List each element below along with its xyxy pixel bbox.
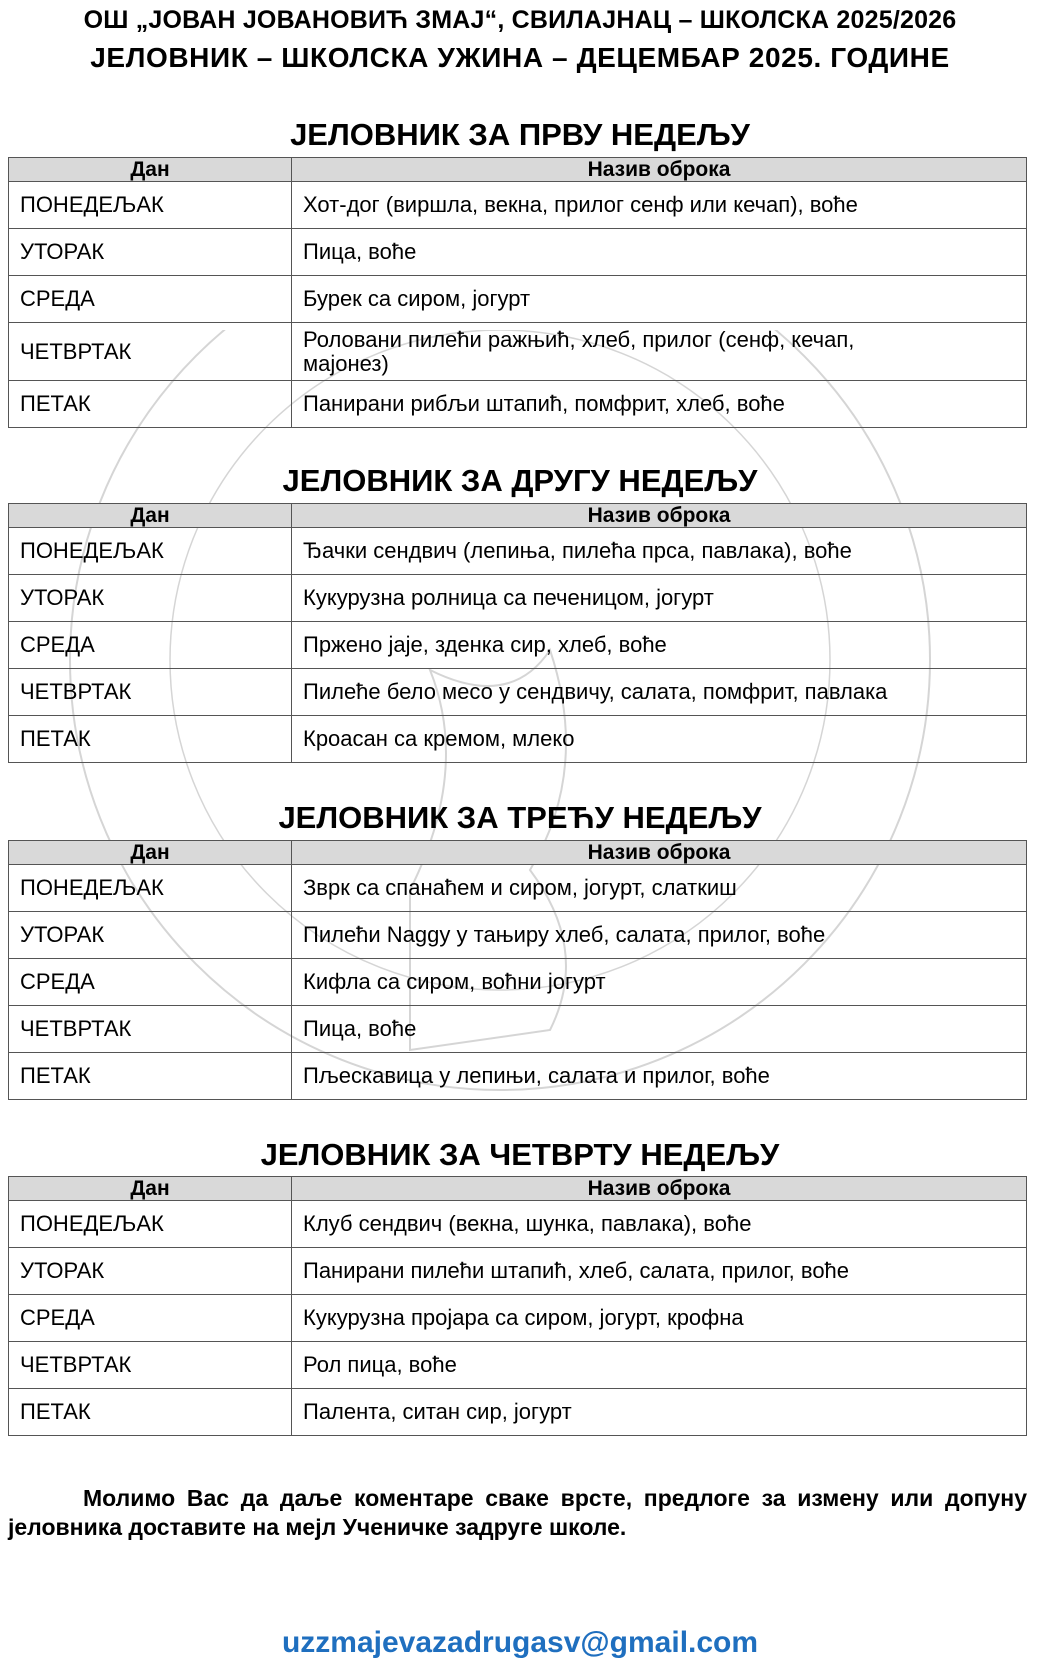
table-row [9,622,1027,669]
day-cell: УТОРАК [9,912,292,959]
column-header-meal: Назив оброка [292,841,1027,865]
table-row [9,1342,1027,1389]
day-cell: ПОНЕДЕЉАК [9,528,292,575]
meal-cell: Панирани пилећи штапић, хлеб, салата, прилог, воће [292,1248,1027,1295]
meal-cell: Роловани пилећи ражњић, хлеб, прилог (сенф, кечап, мајонез) [292,323,1027,381]
week-2-title: ЈЕЛОВНИК ЗА ДРУГУ НЕДЕЉУ [282,463,758,498]
meal-cell: Пица, воће [292,1006,1027,1053]
table-row [9,1295,1027,1342]
meal-cell: Хот-дог (виршла, векна, прилог сенф или кечап), воће [292,182,1027,229]
day-cell: УТОРАК [9,1248,292,1295]
column-header-day: Дан [9,158,292,182]
day-cell: ЧЕТВРТАК [9,1342,292,1389]
meal-cell: Пљескавица у лепињи, салата и прилог, воће [292,1053,1027,1100]
table-row [9,1053,1027,1100]
day-cell: ЧЕТВРТАК [9,1006,292,1053]
column-header-day: Дан [9,504,292,528]
table-header-row [9,841,1027,865]
table-row [9,1389,1027,1436]
day-cell: ЧЕТВРТАК [9,669,292,716]
table-row [9,1006,1027,1053]
week-3-table [8,840,1027,1100]
school-title: ОШ „ЈОВАН ЈОВАНОВИЋ ЗМАЈ“, СВИЛАЈНАЦ – ШКОЛСКА 2025/2026 [83,6,957,34]
meal-cell: Бурек са сиром, јогурт [292,276,1027,323]
meal-cell: Панирани рибљи штапић, помфрит, хлеб, воће [292,381,1027,428]
table-row [9,381,1027,428]
document-title: ЈЕЛОВНИК – ШКОЛСКА УЖИНА – ДЕЦЕМБАР 2025. ГОДИНЕ [90,42,950,73]
week-1-table [8,157,1027,428]
day-cell: ПЕТАК [9,381,292,428]
meal-cell: Палента, ситан сир, јогурт [292,1389,1027,1436]
table-row [9,716,1027,763]
meal-cell: Пилеће бело месо у сендвичу, салата, помфрит, павлака [292,669,1027,716]
table-row [9,323,1027,381]
table-row [9,865,1027,912]
week-3-title: ЈЕЛОВНИК ЗА ТРЕЋУ НЕДЕЉУ [278,800,762,835]
table-row [9,575,1027,622]
day-cell: ПОНЕДЕЉАК [9,1201,292,1248]
footer-note: Молимо Вас да даље коментаре сваке врсте, предлоге за измену или допуну јеловника доставите на мејл Ученичке задруге школе. [8,1485,1027,1540]
table-row [9,528,1027,575]
table-row [9,229,1027,276]
meal-cell: Кифла са сиром, воћни јогурт [292,959,1027,1006]
meal-cell: Кукурузна ролница са печеницом, јогурт [292,575,1027,622]
day-cell: СРЕДА [9,1295,292,1342]
day-cell: ПЕТАК [9,1389,292,1436]
table-header-row [9,1177,1027,1201]
week-2-table [8,503,1027,763]
meal-cell: Пилећи Naggy у тањиру хлеб, салата, прилог, воће [292,912,1027,959]
meal-cell: Кроасан са кремом, млеко [292,716,1027,763]
column-header-meal: Назив оброка [292,1177,1027,1201]
day-cell: СРЕДА [9,622,292,669]
table-row [9,1201,1027,1248]
meal-cell: Рол пица, воће [292,1342,1027,1389]
day-cell: ПЕТАК [9,716,292,763]
table-row [9,959,1027,1006]
table-row [9,912,1027,959]
day-cell: СРЕДА [9,959,292,1006]
meal-cell: Зврк са спанаћем и сиром, јогурт, слаткиш [292,865,1027,912]
column-header-day: Дан [9,841,292,865]
table-header-row [9,158,1027,182]
table-row [9,1248,1027,1295]
meal-cell: Клуб сендвич (векна, шунка, павлака), воће [292,1201,1027,1248]
day-cell: УТОРАК [9,229,292,276]
column-header-meal: Назив оброка [292,504,1027,528]
contact-email-link[interactable]: uzzmajevazadrugasv@gmail.com [281,1626,759,1659]
day-cell: ЧЕТВРТАК [9,323,292,381]
day-cell: ПЕТАК [9,1053,292,1100]
week-4-title: ЈЕЛОВНИК ЗА ЧЕТВРТУ НЕДЕЉУ [260,1137,780,1172]
week-1-title: ЈЕЛОВНИК ЗА ПРВУ НЕДЕЉУ [290,117,750,152]
day-cell: УТОРАК [9,575,292,622]
table-row [9,276,1027,323]
column-header-meal: Назив оброка [292,158,1027,182]
week-4-table [8,1176,1027,1436]
meal-cell: Пржено јаје, зденка сир, хлеб, воће [292,622,1027,669]
meal-cell: Кукурузна пројара са сиром, јогурт, крофна [292,1295,1027,1342]
meal-cell: Пица, воће [292,229,1027,276]
column-header-day: Дан [9,1177,292,1201]
table-row [9,669,1027,716]
day-cell: ПОНЕДЕЉАК [9,182,292,229]
day-cell: ПОНЕДЕЉАК [9,865,292,912]
table-header-row [9,504,1027,528]
table-row [9,182,1027,229]
meal-cell: Ђачки сендвич (лепиња, пилећа прса, павлака), воће [292,528,1027,575]
day-cell: СРЕДА [9,276,292,323]
